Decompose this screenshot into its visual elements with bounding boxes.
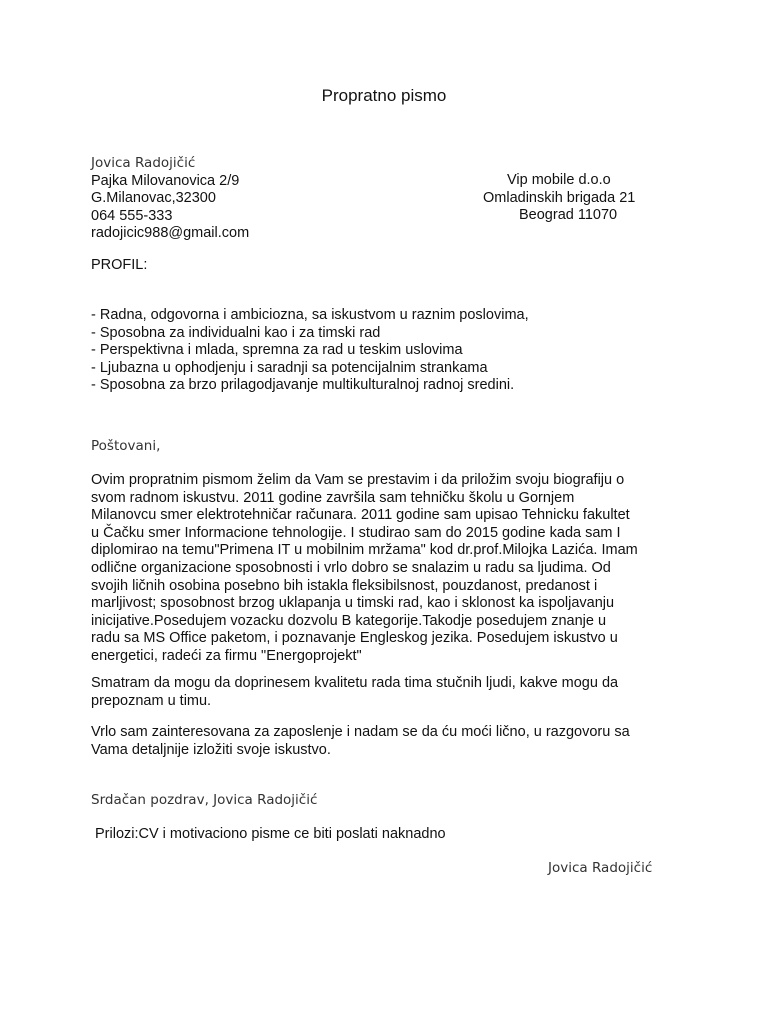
sender-address-block (91, 155, 249, 243)
recipient-street: Omladinskih brigada 21 (483, 189, 636, 206)
salutation: Poštovani, (91, 438, 161, 454)
paragraph-line: marljivost; sposobnost brzog uklapanja u timski rad, kao i sklonost ka ispoljavanju (91, 595, 615, 612)
profile-item: - Ljubazna u ophodjenju i saradnji sa potencijalnim strankama (91, 359, 488, 376)
paragraph-line: Smatram da mogu da doprinesem kvalitetu rada tima stučnih ljudi, kakve mogu da (91, 675, 619, 691)
sender-street: Pajka Milovanovica 2/9 (91, 172, 240, 189)
recipient-city: Beograd 11070 (519, 207, 618, 223)
profile-item: - Radna, odgovorna i ambiciozna, sa iskustvom u raznim poslovima, (91, 307, 529, 323)
sender-phone: 064 555-333 (91, 207, 173, 224)
paragraph-line: svojih ličnih osobina posebno bih istakla fleksibilsnost, pouzdanost, predanost i (91, 577, 598, 594)
recipient-company: Vip mobile d.o.o (507, 172, 611, 188)
paragraph-line: prepoznam u timu. (91, 692, 212, 709)
sender-email: radojicic988@gmail.com (91, 225, 250, 241)
paragraph-line: svom radnom iskustvu. 2011 godine završila sam tehničku školu u Gornjem (91, 489, 575, 506)
paragraph-line: odlične organizacione sposobnosti i vrlo dobro se snalazim u radu sa ljudima. Od (91, 559, 611, 576)
sender-city: G.Milanovac,32300 (91, 190, 216, 206)
sender-name: Jovica Radojičić (91, 155, 196, 171)
paragraph-line: energetici, radeći za firmu "Energoprojekt" (91, 647, 362, 664)
paragraph-line: u Čačku smer Informacione tehnologije. I studirao sam do 2015 godine kada sam I (91, 524, 621, 541)
paragraph-line: radu sa MS Office paketom, i poznavanje Engleskog jezika. Posedujem iskustvo u (91, 630, 618, 647)
body-paragraph-2 (91, 675, 681, 710)
recipient-address-block (483, 172, 635, 225)
profile-item: - Perspektivna i mlada, spremna za rad u teskim uslovima (91, 342, 463, 358)
profile-item: - Sposobna za individualni kao i za timski rad (91, 324, 381, 341)
profile-list (91, 307, 529, 395)
profile-item: - Sposobna za brzo prilagodjavanje multikulturalnoj radnoj sredini. (91, 377, 515, 393)
paragraph-line: inicijative.Posedujem vozacku dozvolu B kategorije.Takodje posedujem znanje u (91, 612, 607, 629)
signature: Jovica Radojičić (548, 860, 653, 876)
paragraph-line: Milanovcu smer elektrotehničar računara. 2011 godine sam upisao Tehnicku fakultet (91, 507, 630, 524)
profile-heading: PROFIL: (91, 257, 148, 273)
paragraph-line: Vrlo sam zainteresovana za zaposlenje i nadam se da ću moći lično, u razgovoru sa (91, 724, 630, 740)
body-paragraph-1 (91, 472, 681, 666)
attachments-note: Prilozi:CV i motivaciono pisme ce biti poslati naknadno (95, 826, 446, 842)
paragraph-line: Ovim propratnim pismom želim da Vam se prestavim i da priložim svoju biografiju o (91, 472, 625, 488)
document-title: Propratno pismo (321, 86, 447, 105)
paragraph-line: Vama detaljnije izložiti svoje iskustvo. (91, 741, 331, 758)
closing-line: Srdačan pozdrav, Jovica Radojičić (91, 792, 318, 808)
paragraph-line: diplomirao na temu"Primena IT u mobilnim mržama" kod dr.prof.Milojka Lazića. Imam (91, 542, 638, 559)
body-paragraph-3 (91, 724, 681, 759)
